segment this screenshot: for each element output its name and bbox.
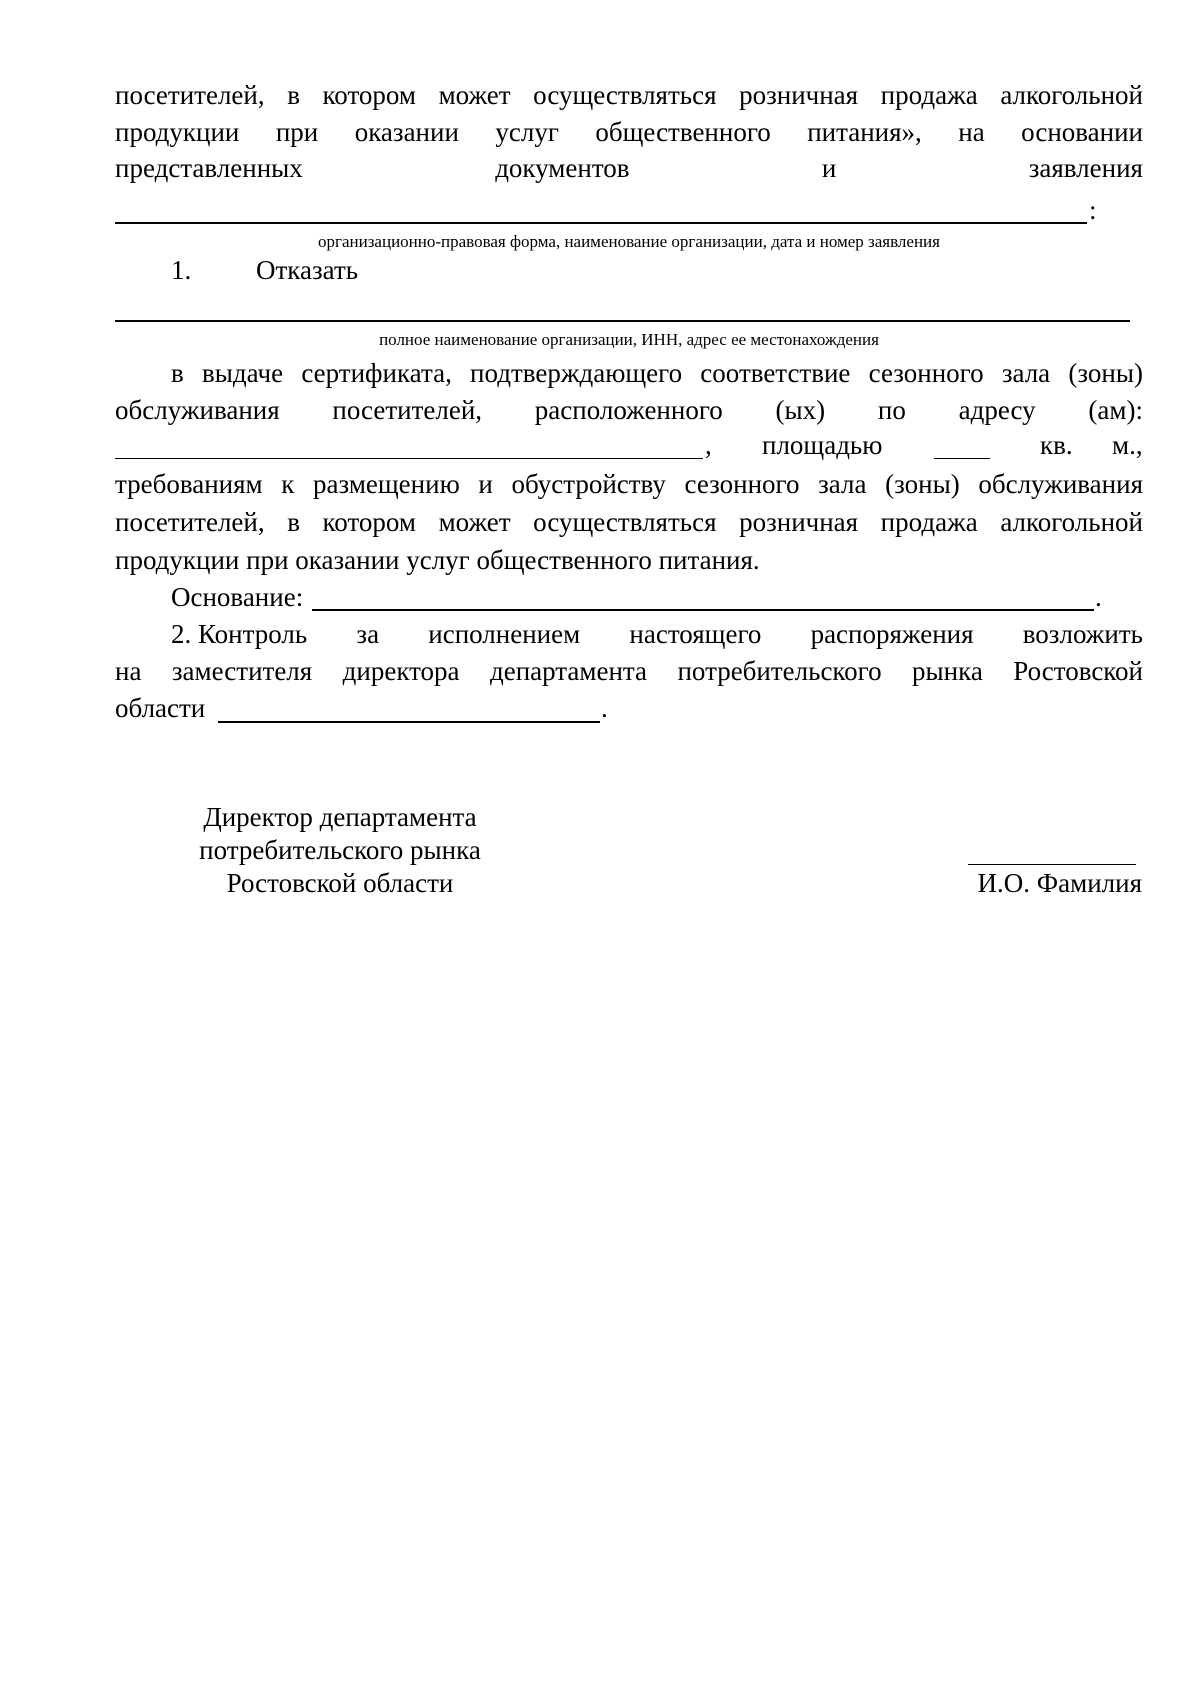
item1-number: 1. <box>171 255 192 285</box>
word-located: расположенного <box>534 395 723 425</box>
para-refuse-line6: продукции при оказании услуг общественного питания. <box>115 545 760 575</box>
basis-end: . <box>1095 582 1102 612</box>
item2-line3-start: области <box>115 693 206 723</box>
word-for: за <box>356 619 380 649</box>
signature-title-line3: Ростовской области <box>226 868 454 898</box>
caption-org: организационно-правовая форма, наименование организации, дата и номер заявления <box>318 232 940 251</box>
signature-title-line2: потребительского рынка <box>199 835 481 865</box>
area-blank-line[interactable] <box>934 458 990 459</box>
fullname-blank-line[interactable] <box>115 320 1130 322</box>
signature-name: И.О. Фамилия <box>977 868 1142 898</box>
word-represented: представленных <box>115 153 303 183</box>
item2-line3-end: . <box>601 693 608 723</box>
caption-fullname: полное наименование организации, ИНН, адрес ее местонахождения <box>379 330 879 349</box>
signature-title-line1: Директор департамента <box>203 802 477 832</box>
org-blank-line[interactable] <box>115 222 1087 224</box>
deputy-blank-line[interactable] <box>218 721 600 723</box>
org-colon: : <box>1089 195 1097 225</box>
area-unit-kv: кв. <box>1040 430 1073 460</box>
word-assign: возложить <box>1022 619 1143 649</box>
address-blank-line[interactable] <box>115 458 703 459</box>
word-application: заявления <box>1028 153 1143 183</box>
area-label: площадью <box>762 430 883 460</box>
para-refuse-line5: посетителей, в котором может осуществляться розничная продажа алкогольной <box>115 507 1143 537</box>
para-top-line1: посетителей, в котором может осуществляться розничная продажа алкогольной <box>115 80 1143 110</box>
address-comma: , <box>705 430 712 460</box>
word-execution: исполнением <box>428 619 581 649</box>
para-refuse-line4: требованиям к размещению и обустройству сезонного зала (зоны) обслуживания <box>115 469 1143 499</box>
para-top-line2: продукции при оказании услуг общественного питания», на основании <box>115 117 1143 147</box>
word-visitors: посетителей, <box>332 395 483 425</box>
item1-text: Отказать <box>256 255 359 285</box>
word-address: адресу <box>958 395 1036 425</box>
word-this: настоящего <box>629 619 762 649</box>
word-addresses: (ам): <box>1088 395 1143 425</box>
word-and: и <box>821 153 837 183</box>
basis-label: Основание: <box>171 582 304 612</box>
para-refuse-line2 <box>115 393 1143 427</box>
para-top-line3 <box>115 151 1143 185</box>
area-unit-m: м., <box>1112 430 1143 460</box>
word-at: по <box>877 395 906 425</box>
item2-line1 <box>171 617 1143 651</box>
signature-blank-line[interactable] <box>968 864 1136 865</box>
item2-line2: на заместителя директора департамента потребительского рынка Ростовской <box>115 656 1143 686</box>
word-plural: (ых) <box>775 395 826 425</box>
word-service: обслуживания <box>115 395 280 425</box>
item2-number-control: 2. Контроль <box>171 619 308 649</box>
word-order: распоряжения <box>810 619 974 649</box>
basis-blank-line[interactable] <box>312 609 1094 611</box>
word-documents: документов <box>495 153 630 183</box>
para-refuse-line1: в выдаче сертификата, подтверждающего соответствие сезонного зала (зоны) <box>171 358 1143 388</box>
